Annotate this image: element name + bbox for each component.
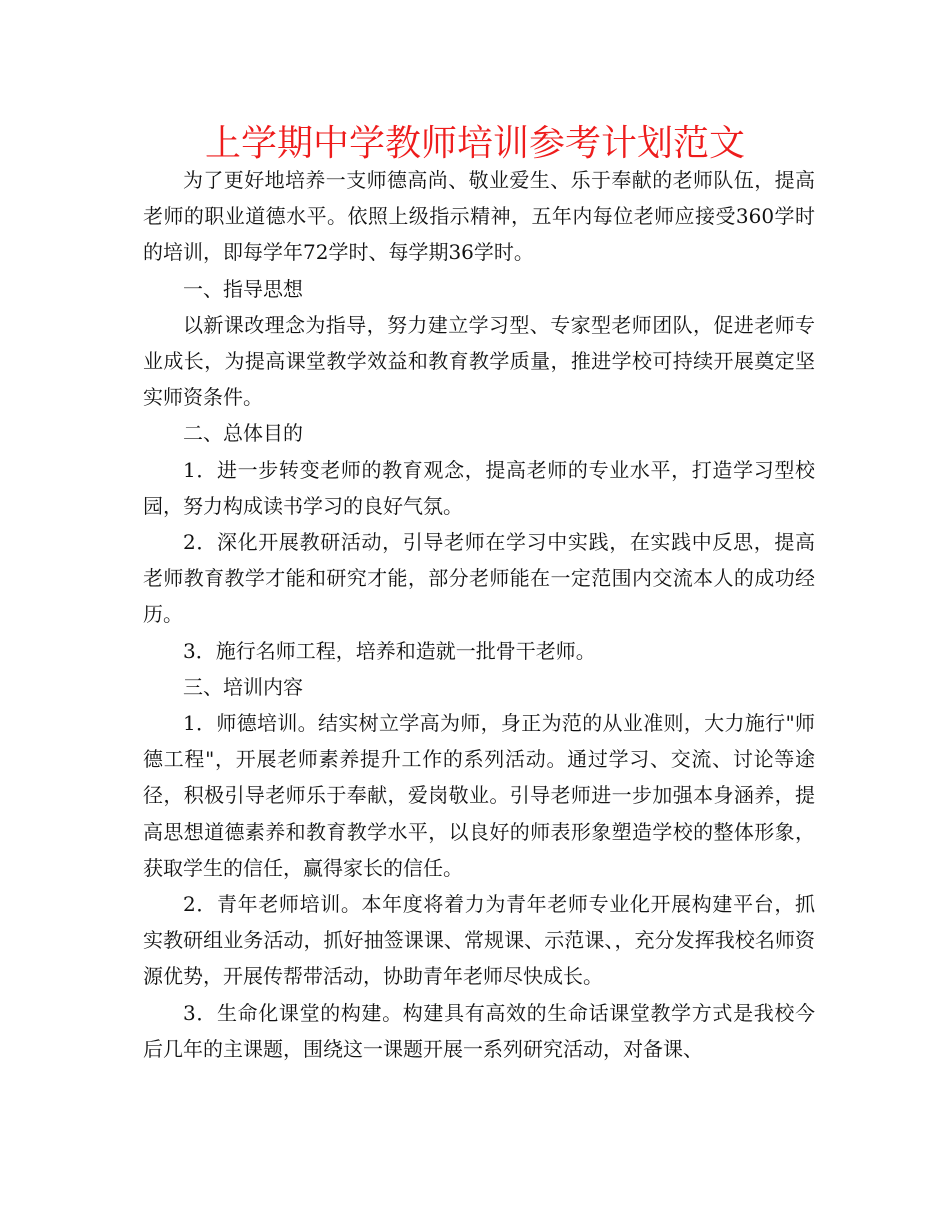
document-title: 上学期中学教师培训参考计划范文 [204, 123, 745, 164]
paragraph-goal-3: 3．施行名师工程，培养和造就一批骨干老师。 [183, 638, 596, 663]
paragraph-content-1: 1．师德培训。结实树立学高为师，身正为范的从业准则，大力施行"师德工程"，开展老师素养提升工作的系列活动。通过学习、交流、讨论等途径，积极引导老师乐于奉献，爱岗敬业。引导老师进一步加强本身涵养，提高思想道德素养和教育教学水平，以良好的师表形象塑造学校的整体形象，获取学生的信任，赢得家长的信任。 [143, 711, 815, 880]
paragraph-guiding-thought: 以新课改理念为指导，努力建立学习型、专家型老师团队，促进老师专业成长，为提高课堂教学效益和教育教学质量，推进学校可持续开展奠定坚实师资条件。 [143, 312, 815, 410]
document-body [143, 162, 815, 1067]
paragraph-goal-1: 1．进一步转变老师的教育观念，提高老师的专业水平，打造学习型校园，努力构成读书学习的良好气氛。 [143, 457, 815, 518]
section-heading-overall-goal: 二、总体目的 [183, 421, 303, 446]
section-heading-guiding-thought: 一、指导思想 [183, 276, 303, 301]
paragraph-content-3: 3．生命化课堂的构建。构建具有高效的生命话课堂教学方式是我校今后几年的主课题，围绕这一课题开展一系列研究活动，对备课、 [143, 1000, 815, 1061]
paragraph-intro: 为了更好地培养一支师德高尚、敬业爱生、乐于奉献的老师队伍，提高老师的职业道德水平。依照上级指示精神，五年内每位老师应接受360学时的培训，即每学年72学时、每学期36学时。 [143, 168, 815, 265]
paragraph-goal-2: 2．深化开展教研活动，引导老师在学习中实践，在实践中反思，提高老师教育教学才能和研究才能，部分老师能在一定范围内交流本人的成功经历。 [143, 530, 815, 627]
section-heading-training-content: 三、培训内容 [183, 674, 303, 699]
paragraph-content-2: 2．青年老师培训。本年度将着力为青年老师专业化开展构建平台，抓实教研组业务活动，抓好抽签课课、常规课、示范课、，充分发挥我校名师资源优势，开展传帮带活动，协助青年老师尽快成长。 [143, 892, 815, 989]
